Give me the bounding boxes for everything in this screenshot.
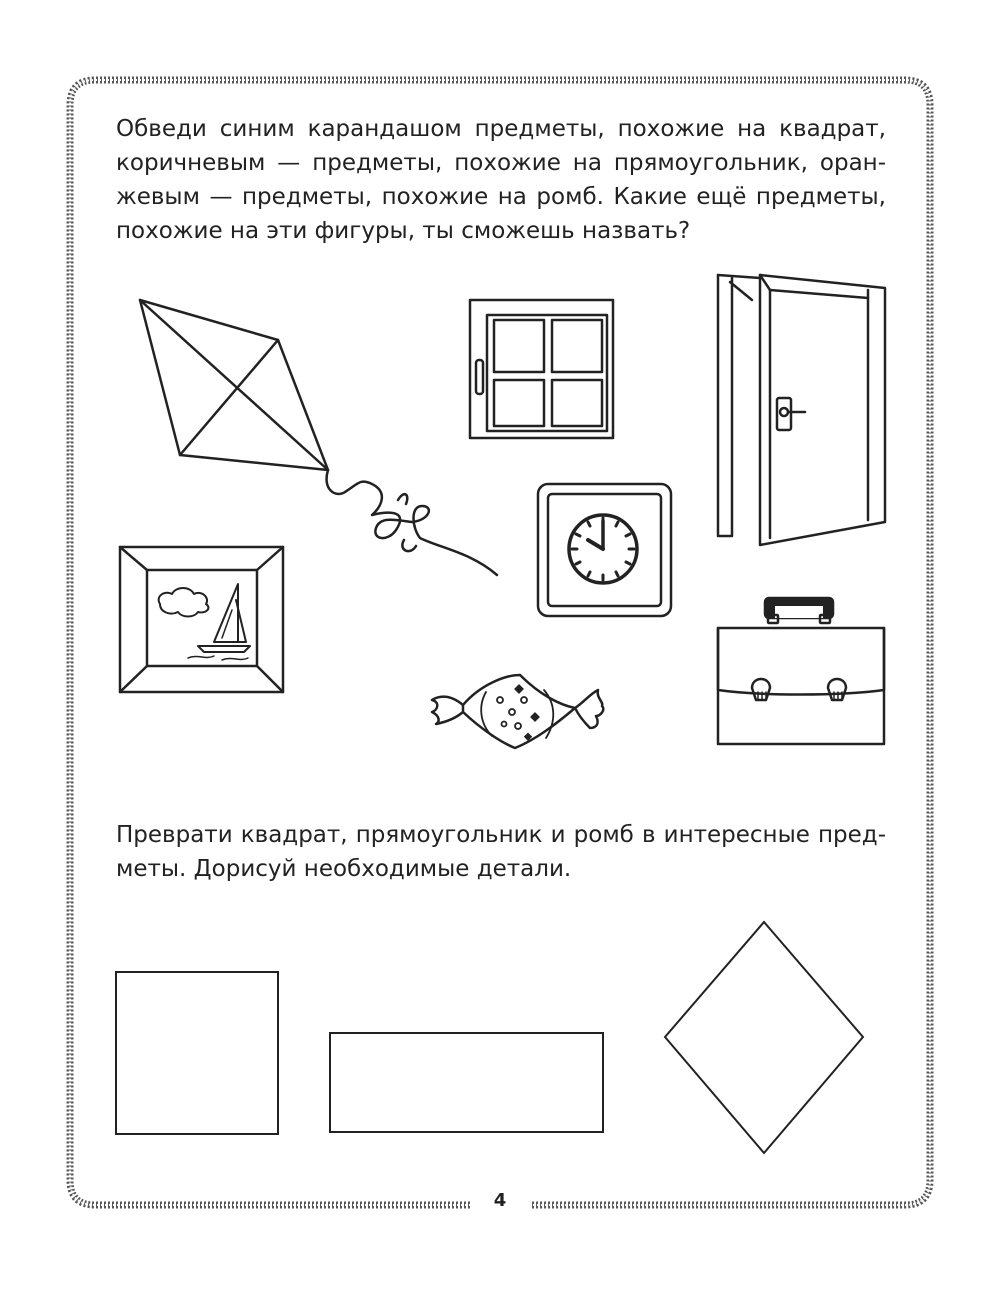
task-1-line: похожие на эти фигуры, ты сможешь назвать? [116,218,691,244]
task-2-line: меты. Дорисуй необходимые детали. [116,856,572,882]
page-number: 4 [480,1190,520,1211]
task-1-line: Обведи синим карандашом предметы, похожие на квадрат, [116,116,886,142]
rhombus-shape[interactable] [665,922,863,1153]
task-2-line: Преврати квадрат, прямоугольник и ромб в интересные пред- [116,822,886,848]
task-1-line: жевым — предметы, похожие на ромб. Какие ещё предметы, [116,184,886,210]
task-1-line: коричневым — предметы, похожие на прямоугольник, оран- [116,150,886,176]
square-shape[interactable] [116,972,278,1134]
rectangle-shape[interactable] [330,1033,603,1132]
